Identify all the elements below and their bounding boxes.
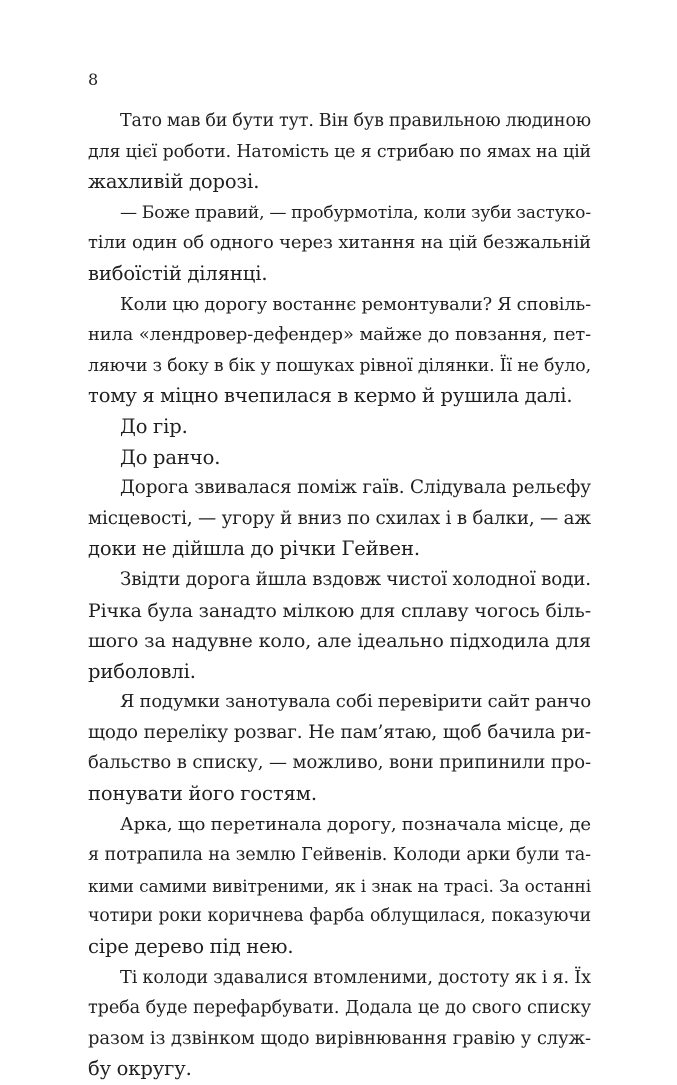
text-line: Я подумки занотувала собі перевірити сайт ранчо xyxy=(120,691,591,713)
text-line: Тато мав би бути тут. Він був правильною людиною xyxy=(120,111,592,131)
text-line: жахливій дорозі. xyxy=(88,170,260,194)
text-line: сіре дерево під нею. xyxy=(88,935,294,959)
text-line: разом із дзвінком щодо вирівнювання гравію у служ- xyxy=(88,1027,591,1049)
paragraph xyxy=(88,565,591,687)
text-line: До ранчо. xyxy=(120,445,221,469)
page-number: 8 xyxy=(88,70,99,89)
text-line: вибоїстій ділянці. xyxy=(88,261,268,285)
text-line: риболовлі. xyxy=(88,659,196,683)
paragraph xyxy=(88,106,591,198)
text-line: шого за надувне коло, але ідеально підходила для xyxy=(88,629,591,653)
text-line: доки не дійшла до річки Гейвен. xyxy=(88,537,420,561)
text-line: бальство в списку, — можливо, вони припинили про- xyxy=(88,752,591,774)
text-line: місцевості, — угору й вниз по схилах і в балки, — аж xyxy=(88,507,591,529)
text-line: тому я міцно вчепилася в кермо й рушила далі. xyxy=(88,384,573,408)
text-line: я потрапила на землю Гейвенів. Колоди арки були та- xyxy=(88,845,591,866)
text-line: Арка, що перетинала дорогу, позначала місце, де xyxy=(120,813,591,835)
paragraph xyxy=(88,810,591,963)
text-line: Дорога звивалася поміж гаїв. Слідувала рельєфу xyxy=(120,477,591,499)
paragraph xyxy=(88,443,591,474)
text-line: понувати його гостям. xyxy=(88,782,317,806)
paragraph xyxy=(88,290,591,412)
text-line: чотири роки коричнева фарба облущилася, показуючи xyxy=(88,906,591,927)
paragraph xyxy=(88,687,591,809)
text-line: тіли один об одного через хитання на цій безжальній xyxy=(88,232,591,254)
text-line: щодо переліку розваг. Не пам’ятаю, щоб бачила ри- xyxy=(88,721,591,743)
text-line: для цієї роботи. Натомість це я стрибаю по ямах на цій xyxy=(88,141,591,162)
text-line: треба буде перефарбувати. Додала це до свого списку xyxy=(88,998,591,1019)
paragraph xyxy=(88,198,591,290)
text-line: нила «лендровер-дефендер» майже до повзання, пет- xyxy=(88,325,591,346)
paragraph xyxy=(88,412,591,443)
body-text xyxy=(88,106,591,1085)
text-line: бу округу. xyxy=(88,1057,192,1081)
text-line: Річка була занадто мілкою для сплаву чогось біль- xyxy=(88,599,591,622)
paragraph xyxy=(88,473,591,565)
text-line: Коли цю дорогу востаннє ремонтували? Я сповіль- xyxy=(120,294,591,315)
text-line: Звідти дорога йшла вздовж чистої холодної води. xyxy=(120,568,591,590)
text-line: Ті колоди здавалися втомленими, достоту як і я. Їх xyxy=(120,967,591,988)
text-line: — Боже правий, — пробурмотіла, коли зуби застуко- xyxy=(120,202,592,223)
paragraph xyxy=(88,963,591,1085)
text-line: ляючи з боку в бік у пошуках рівної ділянки. Її не було, xyxy=(88,355,591,376)
text-line: кими самими вивітреними, як і знак на трасі. За останні xyxy=(88,875,591,896)
text-line: До гір. xyxy=(120,414,188,438)
